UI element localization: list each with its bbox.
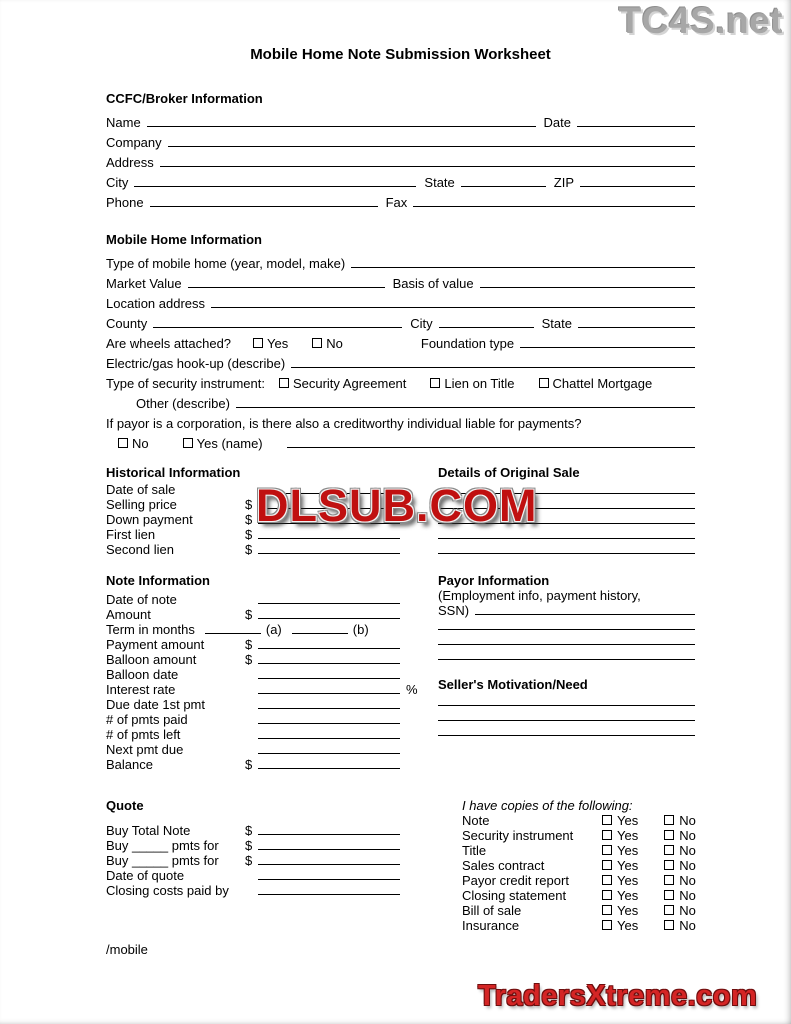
copies-item-label: Insurance bbox=[462, 918, 520, 933]
dollar-sign: $ bbox=[245, 757, 253, 772]
yes-checkbox bbox=[602, 905, 612, 915]
dlsub-watermark: DLSUB.COM bbox=[256, 480, 538, 531]
fill-line bbox=[258, 663, 400, 664]
form-row bbox=[106, 190, 695, 210]
term-b-label: (b) bbox=[352, 622, 369, 637]
security-instrument-label: Type of security instrument: bbox=[106, 376, 265, 391]
state-fill-line bbox=[461, 186, 546, 187]
form-row bbox=[106, 853, 400, 868]
hookup-fill-line bbox=[291, 367, 695, 368]
fill-line bbox=[258, 894, 400, 895]
zip-fill-line bbox=[580, 186, 695, 187]
fill-line bbox=[258, 538, 400, 539]
fill-line bbox=[438, 735, 695, 736]
mh-city-label: City bbox=[410, 316, 433, 331]
field-label: Payment amount bbox=[106, 637, 205, 652]
payor-info-heading: Payor Information bbox=[438, 573, 550, 588]
copies-row bbox=[462, 918, 695, 933]
copies-item-label: Payor credit report bbox=[462, 873, 569, 888]
field-label: Date of note bbox=[106, 592, 177, 607]
quote-heading: Quote bbox=[106, 798, 144, 813]
name-label: Name bbox=[106, 115, 141, 130]
no-checkbox bbox=[664, 905, 674, 915]
fill-line bbox=[258, 648, 400, 649]
yes-label: Yes bbox=[617, 828, 639, 843]
column-gap bbox=[400, 573, 438, 772]
dollar-sign: $ bbox=[245, 527, 253, 542]
copies-item-label: Title bbox=[462, 843, 487, 858]
field-label: # of pmts left bbox=[106, 727, 181, 742]
fill-line bbox=[258, 723, 400, 724]
form-row bbox=[438, 694, 695, 709]
form-row bbox=[438, 709, 695, 724]
form-row bbox=[106, 170, 695, 190]
field-label: Closing costs paid by bbox=[106, 883, 229, 898]
yes-checkbox bbox=[602, 890, 612, 900]
copies-item-label: Note bbox=[462, 813, 490, 828]
home-type-fill-line bbox=[351, 267, 695, 268]
form-row bbox=[438, 542, 695, 557]
form-row bbox=[106, 411, 695, 431]
wheels-question-label: Are wheels attached? bbox=[106, 336, 232, 351]
fill-line bbox=[258, 849, 400, 850]
copies-row bbox=[462, 813, 695, 828]
no-label: No bbox=[679, 843, 696, 858]
no-checkbox bbox=[664, 860, 674, 870]
wheels-no-label: No bbox=[326, 336, 343, 351]
form-row bbox=[106, 371, 695, 391]
form-row bbox=[106, 331, 695, 351]
field-label: First lien bbox=[106, 527, 156, 542]
broker-section-heading: CCFC/Broker Information bbox=[106, 91, 263, 106]
form-row bbox=[106, 592, 400, 607]
corp-yes-name-label: Yes (name) bbox=[196, 436, 263, 451]
yes-checkbox bbox=[602, 845, 612, 855]
field-label: Due date 1st pmt bbox=[106, 697, 205, 712]
form-row bbox=[438, 618, 695, 633]
term-b-fill-line bbox=[292, 633, 348, 634]
no-label: No bbox=[679, 918, 696, 933]
form-row bbox=[106, 757, 400, 772]
no-checkbox bbox=[664, 845, 674, 855]
county-label: County bbox=[106, 316, 148, 331]
wheels-yes-checkbox bbox=[253, 338, 263, 348]
form-row bbox=[106, 351, 695, 371]
note-info-heading: Note Information bbox=[106, 573, 210, 588]
field-label: Second lien bbox=[106, 542, 174, 557]
mobile-home-info-section bbox=[106, 232, 695, 451]
copies-item-label: Sales contract bbox=[462, 858, 545, 873]
fill-line bbox=[438, 659, 695, 660]
no-checkbox bbox=[664, 920, 674, 930]
copies-row bbox=[462, 828, 695, 843]
phone-label: Phone bbox=[106, 195, 144, 210]
form-row bbox=[106, 391, 695, 411]
form-row bbox=[106, 883, 400, 898]
fill-line bbox=[258, 738, 400, 739]
yes-checkbox bbox=[602, 920, 612, 930]
foundation-type-fill-line bbox=[520, 347, 695, 348]
no-label: No bbox=[679, 903, 696, 918]
payor-note-line bbox=[438, 588, 695, 603]
fill-line bbox=[475, 614, 695, 615]
corp-yes-name-fill-line bbox=[287, 447, 695, 448]
form-row bbox=[106, 251, 695, 271]
yes-checkbox bbox=[602, 815, 612, 825]
corp-no-label: No bbox=[132, 436, 149, 451]
yes-label: Yes bbox=[617, 813, 639, 828]
form-row bbox=[106, 712, 400, 727]
city-label: City bbox=[106, 175, 129, 190]
original-sale-heading: Details of Original Sale bbox=[438, 465, 580, 480]
form-row bbox=[106, 637, 400, 652]
lien-on-title-label: Lien on Title bbox=[444, 376, 515, 391]
dollar-sign: $ bbox=[245, 637, 253, 652]
quote-section bbox=[106, 798, 695, 933]
no-checkbox bbox=[664, 830, 674, 840]
dollar-sign: $ bbox=[245, 652, 253, 667]
field-label: Interest rate bbox=[106, 682, 176, 697]
form-row bbox=[106, 542, 400, 557]
dollar-sign: $ bbox=[245, 607, 253, 622]
form-row bbox=[106, 667, 400, 682]
fill-line bbox=[258, 603, 400, 604]
wheels-no-checkbox bbox=[312, 338, 322, 348]
form-row bbox=[106, 271, 695, 291]
field-label: # of pmts paid bbox=[106, 712, 188, 727]
other-describe-label: Other (describe) bbox=[136, 396, 230, 411]
date-fill-line bbox=[577, 126, 695, 127]
fill-line bbox=[258, 864, 400, 865]
yes-checkbox bbox=[602, 875, 612, 885]
company-fill-line bbox=[168, 146, 695, 147]
field-label: Buy _____ pmts for bbox=[106, 838, 219, 853]
no-label: No bbox=[679, 873, 696, 888]
no-label: No bbox=[679, 828, 696, 843]
fill-line bbox=[258, 753, 400, 754]
copies-row bbox=[462, 873, 695, 888]
market-value-fill-line bbox=[188, 287, 385, 288]
address-fill-line bbox=[160, 166, 695, 167]
form-content bbox=[106, 0, 695, 933]
form-row bbox=[106, 311, 695, 331]
form-row bbox=[438, 724, 695, 739]
dollar-sign: $ bbox=[245, 853, 253, 868]
note-section bbox=[106, 573, 695, 772]
form-row bbox=[106, 697, 400, 712]
security-agreement-label: Security Agreement bbox=[292, 376, 407, 391]
corp-no-checkbox bbox=[118, 438, 128, 448]
fill-line bbox=[258, 553, 400, 554]
yes-label: Yes bbox=[617, 918, 639, 933]
form-row bbox=[106, 431, 695, 451]
form-row bbox=[106, 130, 695, 150]
field-label: Buy Total Note bbox=[106, 823, 191, 838]
market-value-label: Market Value bbox=[106, 276, 182, 291]
fill-line bbox=[258, 879, 400, 880]
field-label: Down payment bbox=[106, 512, 193, 527]
quote-column bbox=[106, 798, 400, 933]
copies-item-label: Closing statement bbox=[462, 888, 567, 903]
term-a-fill-line bbox=[205, 633, 261, 634]
corporation-question-label: If payor is a corporation, is there also a creditworthy individual liable for payments? bbox=[106, 416, 582, 431]
fill-line bbox=[258, 693, 400, 694]
form-row bbox=[106, 742, 400, 757]
note-info-column bbox=[106, 573, 418, 772]
other-describe-fill-line bbox=[236, 407, 695, 408]
corp-yes-checkbox bbox=[183, 438, 193, 448]
fill-line bbox=[438, 720, 695, 721]
yes-checkbox bbox=[602, 860, 612, 870]
fill-line bbox=[258, 834, 400, 835]
form-row bbox=[438, 633, 695, 648]
fill-line bbox=[438, 629, 695, 630]
home-type-label: Type of mobile home (year, model, make) bbox=[106, 256, 346, 271]
yes-checkbox bbox=[602, 830, 612, 840]
tradersxtreme-watermark: TradersXtreme.com bbox=[478, 980, 758, 1012]
fill-line bbox=[258, 678, 400, 679]
form-row bbox=[106, 682, 418, 697]
fill-line bbox=[258, 768, 400, 769]
fill-line bbox=[438, 705, 695, 706]
no-label: No bbox=[679, 888, 696, 903]
yes-label: Yes bbox=[617, 843, 639, 858]
historical-heading: Historical Information bbox=[106, 465, 241, 480]
dollar-sign: $ bbox=[245, 512, 253, 527]
form-row bbox=[106, 607, 400, 622]
yes-label: Yes bbox=[617, 873, 639, 888]
chattel-mortgage-checkbox bbox=[539, 378, 549, 388]
mh-state-fill-line bbox=[578, 327, 695, 328]
date-label: Date bbox=[543, 115, 571, 130]
yes-label: Yes bbox=[617, 858, 639, 873]
term-label: Term in months bbox=[106, 622, 195, 637]
form-row bbox=[106, 823, 400, 838]
form-row bbox=[106, 868, 400, 883]
location-address-label: Location address bbox=[106, 296, 206, 311]
copies-item-label: Security instrument bbox=[462, 828, 574, 843]
term-a-label: (a) bbox=[265, 622, 282, 637]
page-title: Mobile Home Note Submission Worksheet bbox=[250, 46, 551, 63]
form-row bbox=[106, 727, 400, 742]
no-checkbox bbox=[664, 815, 674, 825]
chattel-mortgage-label: Chattel Mortgage bbox=[552, 376, 653, 391]
form-row bbox=[106, 150, 695, 170]
ssn-label: SSN) bbox=[438, 603, 470, 618]
no-checkbox bbox=[664, 890, 674, 900]
fax-label: Fax bbox=[385, 195, 408, 210]
copies-row bbox=[462, 843, 695, 858]
copies-item-label: Bill of sale bbox=[462, 903, 522, 918]
no-checkbox bbox=[664, 875, 674, 885]
basis-of-value-label: Basis of value bbox=[392, 276, 474, 291]
copies-heading-text: I have copies of the following: bbox=[462, 798, 633, 813]
mobile-home-section-heading: Mobile Home Information bbox=[106, 232, 262, 247]
field-label: Date of quote bbox=[106, 868, 185, 883]
security-agreement-checkbox bbox=[279, 378, 289, 388]
fax-fill-line bbox=[413, 206, 695, 207]
basis-of-value-fill-line bbox=[480, 287, 695, 288]
yes-label: Yes bbox=[617, 888, 639, 903]
dollar-sign: $ bbox=[245, 542, 253, 557]
payor-note-text: (Employment info, payment history, bbox=[438, 588, 641, 603]
mh-city-fill-line bbox=[439, 327, 534, 328]
form-row bbox=[106, 652, 400, 667]
column-gap bbox=[400, 798, 438, 933]
seller-motivation-heading: Seller's Motivation/Need bbox=[438, 677, 588, 692]
field-label: Buy _____ pmts for bbox=[106, 853, 219, 868]
form-row bbox=[438, 603, 695, 618]
dollar-sign: $ bbox=[245, 497, 253, 512]
field-label: Selling price bbox=[106, 497, 177, 512]
form-row bbox=[438, 648, 695, 663]
broker-info-section bbox=[106, 91, 695, 210]
name-fill-line bbox=[147, 126, 536, 127]
field-label: Balloon date bbox=[106, 667, 179, 682]
copies-row bbox=[462, 903, 695, 918]
fill-line bbox=[258, 708, 400, 709]
dollar-sign: $ bbox=[245, 823, 253, 838]
mh-state-label: State bbox=[541, 316, 572, 331]
footer-note: /mobile bbox=[106, 942, 148, 957]
field-label: Next pmt due bbox=[106, 742, 184, 757]
state-label: State bbox=[424, 175, 455, 190]
payor-info-column bbox=[438, 573, 695, 772]
fill-line bbox=[258, 618, 400, 619]
copies-row bbox=[462, 858, 695, 873]
percent-sign: % bbox=[406, 682, 418, 697]
no-label: No bbox=[679, 813, 696, 828]
field-label: Balloon amount bbox=[106, 652, 197, 667]
hookup-label: Electric/gas hook-up (describe) bbox=[106, 356, 286, 371]
city-fill-line bbox=[134, 186, 416, 187]
yes-label: Yes bbox=[617, 903, 639, 918]
field-label: Date of sale bbox=[106, 482, 176, 497]
tc4s-watermark: TC4S.net bbox=[618, 0, 783, 41]
field-label: Amount bbox=[106, 607, 151, 622]
county-fill-line bbox=[153, 327, 402, 328]
company-label: Company bbox=[106, 135, 162, 150]
copies-heading bbox=[462, 798, 695, 813]
form-row bbox=[106, 110, 695, 130]
location-address-fill-line bbox=[211, 307, 695, 308]
copies-row bbox=[462, 888, 695, 903]
foundation-type-label: Foundation type bbox=[420, 336, 515, 351]
form-row bbox=[106, 838, 400, 853]
address-label: Address bbox=[106, 155, 154, 170]
lien-on-title-checkbox bbox=[430, 378, 440, 388]
wheels-yes-label: Yes bbox=[267, 336, 289, 351]
phone-fill-line bbox=[150, 206, 378, 207]
no-label: No bbox=[679, 858, 696, 873]
dollar-sign: $ bbox=[245, 838, 253, 853]
copies-column bbox=[438, 798, 695, 933]
field-label: Balance bbox=[106, 757, 153, 772]
fill-line bbox=[438, 644, 695, 645]
fill-line bbox=[438, 553, 695, 554]
form-row bbox=[106, 291, 695, 311]
form-row-term bbox=[106, 622, 400, 637]
zip-label: ZIP bbox=[553, 175, 574, 190]
fill-line bbox=[438, 538, 695, 539]
